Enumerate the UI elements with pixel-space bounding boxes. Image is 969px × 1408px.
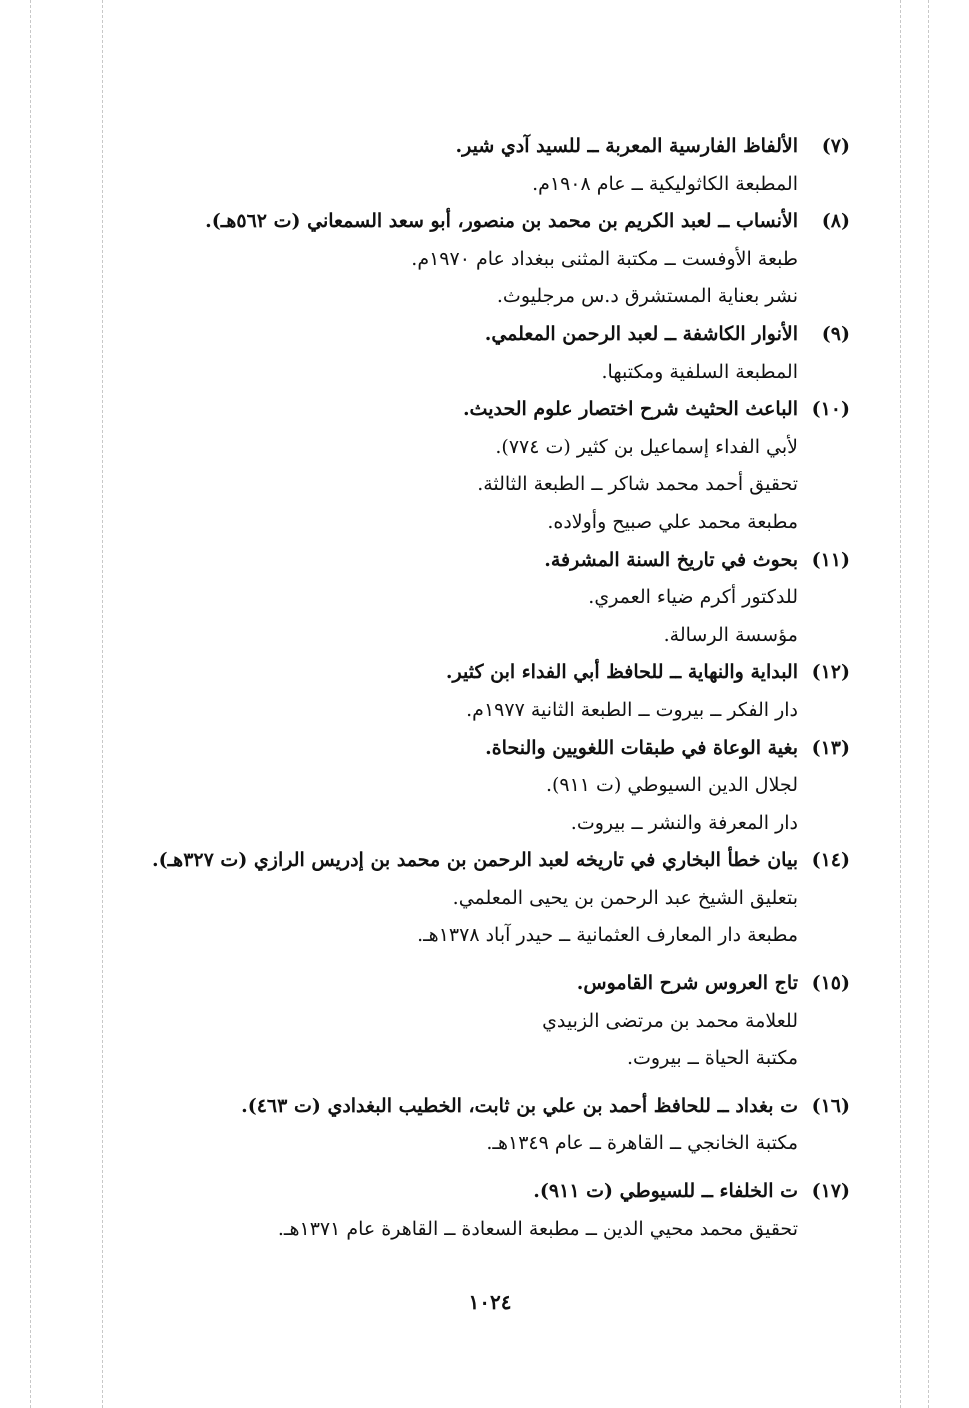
entry-title: الأنوار الكاشفة ــ لعبد الرحمن المعلمي.	[484, 322, 798, 345]
entry-number: (١٧)	[811, 1180, 850, 1203]
entry-detail: مؤسسة الرسالة.	[663, 623, 798, 646]
entry-title: بغية الوعاة في طبقات اللغويين والنحاة.	[485, 736, 798, 759]
entry-number: (١٣)	[811, 736, 850, 759]
entry-detail: تحقيق أحمد محمد شاكر ــ الطبعة الثالثة.	[477, 473, 798, 496]
entry-title: البداية والنهاية ــ للحافظ أبي الفداء ابن كثير.	[445, 661, 798, 684]
entry-number: (١٥)	[811, 972, 850, 995]
entry-number: (٨)	[821, 210, 850, 233]
entry-title: الأنساب ــ لعبد الكريم بن محمد بن منصور، أبو سعد السمعاني (ت ٥٦٢هـ).	[205, 210, 798, 233]
entry-detail: دار المعرفة والنشر ــ بيروت.	[570, 811, 798, 834]
scan-artifact-line	[30, 0, 31, 1408]
entry-number: (٧)	[821, 135, 850, 157]
scan-artifact-line	[928, 0, 929, 1408]
entry-title: ت بغداد ــ للحافظ أحمد بن علي بن ثابت، الخطيب البغدادي (ت ٤٦٣).	[241, 1094, 798, 1117]
entry-detail: للعلامة محمد بن مرتضى الزبيدي	[542, 1009, 798, 1032]
entry-title: الألفاظ الفارسية المعربة ــ للسيد آدي شير.	[455, 135, 798, 157]
entry-detail: طبعة الأوفست ــ مكتبة المثنى ببغداد عام ١٩٧٠م.	[411, 247, 798, 270]
entry-title: بيان خطأ البخاري في تاريخه لعبد الرحمن بن محمد بن إدريس الرازي (ت ٣٢٧هـ).	[151, 849, 798, 872]
bibliography-entry	[150, 965, 850, 1078]
entry-title: الباعث الحثيث شرح اختصار علوم الحديث.	[462, 398, 798, 421]
bibliography-entry	[150, 1173, 850, 1248]
bibliography-entry	[150, 542, 850, 655]
entry-detail: المطبعة الكاثوليكية ــ عام ١٩٠٨م.	[532, 172, 798, 195]
entry-detail: مطبعة دار المعارف العثمانية ــ حيدر آباد ١٣٧٨هـ.	[417, 924, 798, 947]
entry-title: بحوث في تاريخ السنة المشرفة.	[544, 548, 798, 571]
bibliography-entry	[150, 128, 850, 203]
entry-number: (١١)	[811, 548, 850, 571]
bibliography-entry	[150, 1088, 850, 1163]
entry-title: ت الخلفاء ــ للسيوطي (ت ٩١١).	[533, 1180, 798, 1203]
entry-number: (١٢)	[811, 661, 850, 684]
bibliography-entry	[150, 391, 850, 541]
entry-detail: تحقيق محمد محيي الدين ــ مطبعة السعادة ــ القاهرة عام ١٣٧١هـ.	[277, 1217, 798, 1240]
entry-detail: مطبعة محمد علي صبيح وأولاده.	[547, 510, 798, 533]
entry-number: (٩)	[821, 322, 850, 345]
bibliography-entry	[150, 203, 850, 316]
entry-title: تاج العروس شرح القاموس.	[576, 972, 798, 995]
bibliography-entry	[150, 842, 850, 955]
entry-number: (١٠)	[811, 398, 850, 421]
bibliography-entry	[150, 730, 850, 843]
bibliography-entry	[150, 654, 850, 729]
scan-artifact-line	[102, 0, 103, 1408]
entry-detail: المطبعة السلفية ومكتبها.	[601, 360, 798, 383]
entry-detail: مكتبة الخانجي ــ القاهرة ــ عام ١٣٤٩هـ.	[486, 1132, 798, 1155]
entry-detail: للدكتور أكرم ضياء العمري.	[588, 586, 798, 609]
entry-detail: بتعليق الشيخ عبد الرحمن بن يحيى المعلمي.	[452, 886, 798, 909]
entry-number: (١٤)	[811, 849, 850, 872]
entry-detail: مكتبة الحياة ــ بيروت.	[627, 1047, 798, 1070]
entry-detail: نشر بعناية المستشرق د.س مرجليوث.	[496, 285, 798, 308]
bibliography-list	[150, 128, 850, 1248]
entry-detail: دار الفكر ــ بيروت ــ الطبعة الثانية ١٩٧٧م.	[466, 698, 798, 721]
bibliography-entry	[150, 316, 850, 391]
page-number: ١٠٢٤	[468, 1290, 512, 1314]
entry-number: (١٦)	[811, 1094, 850, 1117]
entry-detail: لجلال الدين السيوطي (ت ٩١١).	[545, 774, 798, 797]
scan-artifact-line	[900, 0, 901, 1408]
entry-detail: لأبي الفداء إسماعيل بن كثير (ت ٧٧٤).	[495, 435, 798, 458]
